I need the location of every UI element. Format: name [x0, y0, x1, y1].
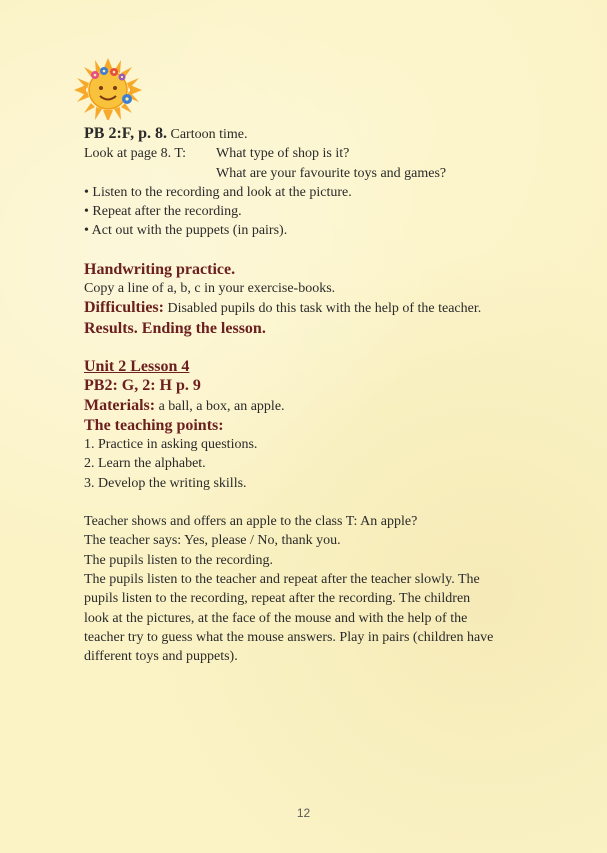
- teaching-point: 2. Learn the alphabet.: [84, 456, 206, 472]
- page-number: 12: [296, 806, 311, 820]
- bullet-item: • Act out with the puppets (in pairs).: [84, 223, 288, 239]
- difficulties-text: Disabled pupils do this task with the help of the teacher.: [163, 301, 482, 317]
- cartoon-time-label: Cartoon time.: [166, 127, 248, 142]
- pb-heading: PB2: G, 2: H p. 9: [84, 377, 201, 395]
- procedure-line: The teacher says: Yes, please / No, thank you.: [84, 533, 341, 549]
- teaching-point: 1. Practice in asking questions.: [84, 437, 258, 453]
- procedure-line: The pupils listen to the recording.: [84, 552, 273, 568]
- section1-heading: [84, 124, 494, 144]
- look-line: [84, 144, 494, 163]
- bullet-item: • Repeat after the recording.: [84, 204, 242, 220]
- handwriting-heading: Handwriting practice.: [84, 260, 236, 278]
- results-heading: Results. Ending the lesson.: [84, 319, 266, 337]
- difficulties-label: Difficulties:: [84, 299, 164, 317]
- procedure-line: The pupils listen to the teacher and repeat after the teacher slowly. The pupils listen to the recording, repeat after the recording. The children look at the pictures, at the face of the mouse and with the help of the teacher try to guess what the mouse answers. Play in pairs (children have different toys and puppets).: [84, 571, 494, 665]
- teaching-point: 3. Develop the writing skills.: [84, 475, 247, 491]
- lesson-content: [84, 124, 494, 666]
- materials-text: a ball, a box, an apple.: [155, 398, 285, 414]
- question-1: What type of shop is it?: [216, 146, 350, 162]
- procedure-line: Teacher shows and offers an apple to the class T: An apple?: [84, 514, 418, 530]
- handwriting-text: Copy a line of a, b, c in your exercise-books.: [84, 281, 336, 297]
- bullet-item: • Listen to the recording and look at the picture.: [84, 184, 352, 200]
- look-label: Look at page 8. T:: [84, 146, 187, 162]
- materials-para: [84, 396, 494, 416]
- difficulties-para: [84, 298, 494, 318]
- sun-with-flowers-icon: [72, 56, 144, 120]
- teaching-points-heading: The teaching points:: [84, 416, 224, 434]
- question-2: What are your favourite toys and games?: [216, 165, 447, 181]
- pb-reference: PB 2:F, p. 8.: [84, 125, 167, 142]
- unit-heading: Unit 2 Lesson 4: [84, 357, 190, 375]
- materials-label: Materials:: [84, 396, 156, 414]
